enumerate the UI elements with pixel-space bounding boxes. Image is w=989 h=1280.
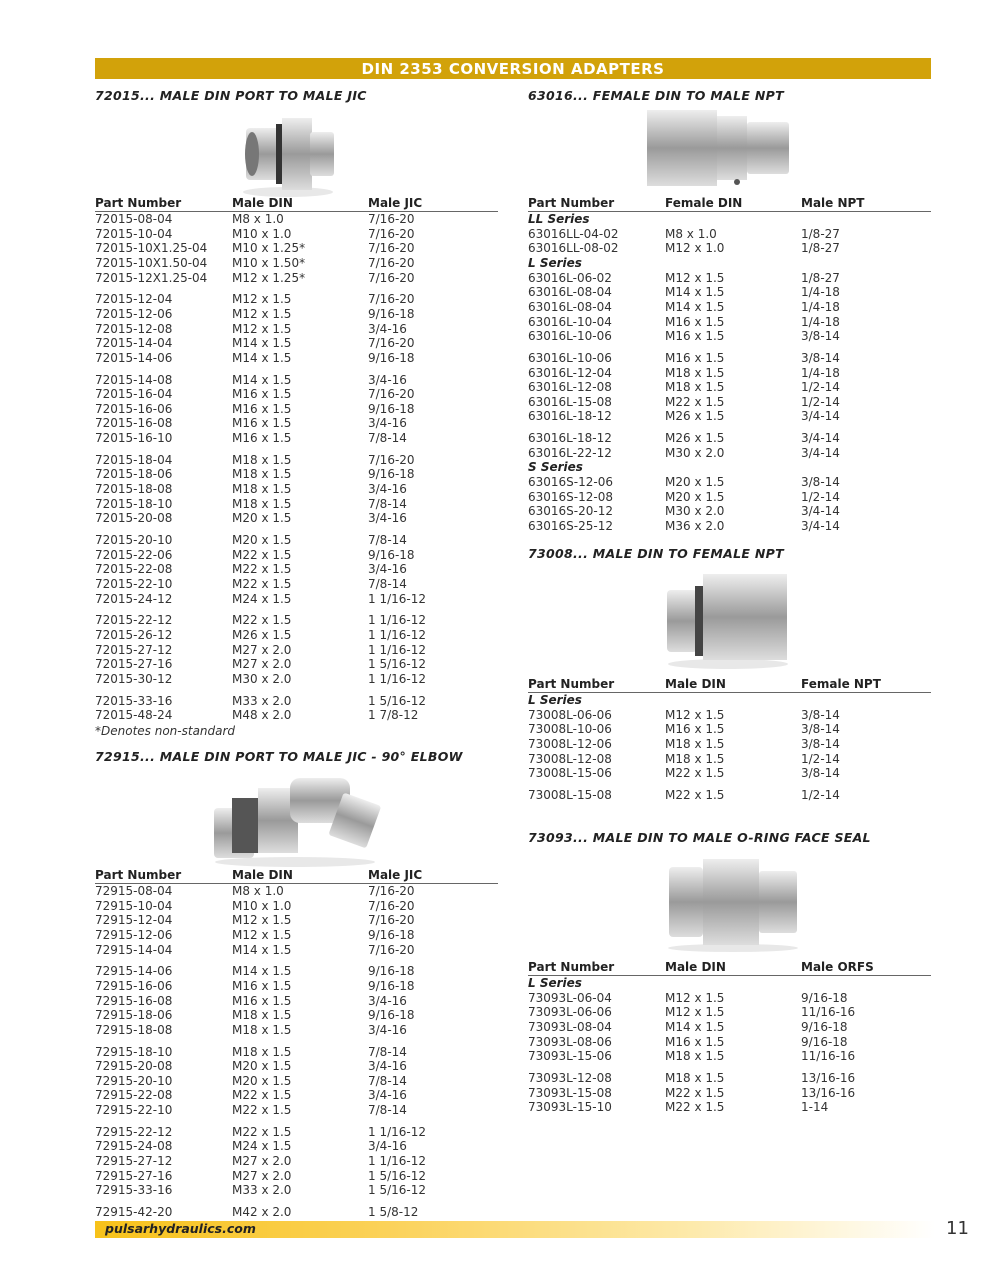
din-size: M20 x 1.5 — [232, 1059, 292, 1074]
part-number: 63016L-18-12 — [528, 431, 612, 446]
din-size: M22 x 1.5 — [232, 1088, 292, 1103]
thread-size: 9/16-18 — [801, 1034, 848, 1049]
column-header: Part Number — [528, 677, 615, 691]
din-size: M24 x 1.5 — [232, 591, 292, 606]
din-size: M20 x 1.5 — [665, 489, 725, 504]
thread-size: 7/8-14 — [368, 1044, 407, 1059]
din-size: M14 x 1.5 — [232, 350, 292, 365]
din-size: M16 x 1.5 — [232, 387, 292, 402]
din-size: M14 x 1.5 — [665, 285, 725, 300]
din-size: M18 x 1.5 — [665, 751, 725, 766]
part-number: 72015-30-12 — [95, 671, 173, 686]
thread-size: 1 1/16-12 — [368, 627, 426, 642]
thread-size: 13/16-16 — [801, 1070, 856, 1085]
din-size: M18 x 1.5 — [665, 736, 725, 751]
din-size: M12 x 1.0 — [665, 241, 725, 256]
part-number: 72015-14-06 — [95, 350, 173, 365]
din-size: M42 x 2.0 — [232, 1205, 292, 1219]
part-number: 72015-22-06 — [95, 547, 173, 562]
thread-size: 1 5/16-12 — [368, 693, 426, 708]
thread-size: 7/16-20 — [368, 292, 415, 307]
part-number: 72015-22-08 — [95, 562, 173, 577]
thread-size: 1-14 — [801, 1100, 829, 1115]
part-number: 72915-12-04 — [95, 913, 173, 928]
din-size: M16 x 1.5 — [665, 314, 725, 329]
thread-size: 9/16-18 — [368, 306, 415, 321]
thread-size: 1/2-14 — [801, 380, 840, 395]
part-number: 72015-16-04 — [95, 387, 173, 402]
thread-size: 1/2-14 — [801, 787, 840, 802]
part-number: 63016L-10-06 — [528, 350, 612, 365]
din-size: M12 x 1.5 — [232, 321, 292, 336]
din-size: M12 x 1.5 — [232, 292, 292, 307]
din-size: M30 x 2.0 — [665, 445, 725, 460]
thread-size: 3/4-16 — [368, 1022, 407, 1037]
thread-size: 3/4-16 — [368, 511, 407, 526]
thread-size: 1 5/16-12 — [368, 1168, 426, 1183]
din-size: M26 x 1.5 — [665, 431, 725, 446]
part-number: 72915-08-04 — [95, 884, 173, 898]
part-number: 73008L-12-06 — [528, 736, 612, 751]
part-number: 72915-42-20 — [95, 1205, 173, 1219]
column-header: Part Number — [95, 196, 182, 210]
din-size: M12 x 1.5 — [665, 707, 725, 722]
din-size: M14 x 1.5 — [665, 299, 725, 314]
din-size: M12 x 1.5 — [232, 927, 292, 942]
part-number: 73008L-15-08 — [528, 787, 612, 802]
thread-size: 1 1/16-12 — [368, 591, 426, 606]
din-size: M16 x 1.5 — [665, 329, 725, 344]
part-number: 72915-24-08 — [95, 1139, 173, 1154]
part-number: 72015-27-12 — [95, 642, 173, 657]
part-number: 72015-26-12 — [95, 627, 173, 642]
din-size: M33 x 2.0 — [232, 1183, 292, 1198]
din-size: M8 x 1.0 — [665, 226, 717, 241]
din-size: M20 x 1.5 — [232, 1073, 292, 1088]
part-number: 72915-33-16 — [95, 1183, 173, 1198]
thread-size: 7/16-20 — [368, 884, 415, 898]
thread-size: 3/4-14 — [801, 431, 840, 446]
thread-size: 3/8-14 — [801, 736, 840, 751]
din-size: M18 x 1.5 — [232, 1008, 292, 1023]
din-size: M18 x 1.5 — [232, 452, 292, 467]
part-number: 72015-18-04 — [95, 452, 173, 467]
footer-bar — [95, 1221, 935, 1238]
part-number: 72015-22-12 — [95, 613, 173, 628]
part-number: 72015-18-10 — [95, 496, 173, 511]
part-number: 73093L-06-06 — [528, 1005, 612, 1020]
column-header: Male ORFS — [801, 960, 874, 974]
part-number: 73093L-15-06 — [528, 1049, 612, 1064]
part-number: 72015-14-08 — [95, 372, 173, 387]
thread-size: 1 1/16-12 — [368, 671, 426, 686]
din-size: M12 x 1.5 — [665, 270, 725, 285]
din-size: M27 x 2.0 — [232, 657, 292, 672]
din-size: M27 x 2.0 — [232, 1154, 292, 1169]
din-size: M18 x 1.5 — [232, 467, 292, 482]
part-number: 63016S-20-12 — [528, 504, 613, 519]
thread-size: 7/8-14 — [368, 533, 407, 547]
thread-size: 1/8-27 — [801, 226, 840, 241]
din-size: M8 x 1.0 — [232, 884, 284, 898]
thread-size: 7/8-14 — [368, 431, 407, 446]
thread-size: 7/16-20 — [368, 212, 415, 226]
din-size: M22 x 1.5 — [232, 1103, 292, 1118]
thread-size: 9/16-18 — [368, 547, 415, 562]
section-title: 72915... MALE DIN PORT TO MALE JIC - 90° ELBOW — [95, 749, 463, 764]
column-header: Part Number — [528, 196, 615, 210]
thread-size: 3/4-14 — [801, 445, 840, 460]
part-number: 72915-22-12 — [95, 1124, 173, 1139]
part-number: 73093L-15-08 — [528, 1085, 612, 1100]
thread-size: 9/16-18 — [801, 990, 848, 1005]
thread-size: 1 1/16-12 — [368, 642, 426, 657]
series-label: S Series — [528, 460, 583, 475]
thread-size: 9/16-18 — [368, 350, 415, 365]
din-size: M14 x 1.5 — [665, 1019, 725, 1034]
din-size: M22 x 1.5 — [665, 766, 725, 781]
part-number: 72015-16-10 — [95, 431, 173, 446]
din-size: M12 x 1.5 — [232, 913, 292, 928]
column-header: Male DIN — [232, 196, 293, 210]
din-size: M14 x 1.5 — [232, 336, 292, 351]
column-header: Female DIN — [665, 196, 743, 210]
part-number: 72915-18-06 — [95, 1008, 173, 1023]
thread-size: 9/16-18 — [368, 927, 415, 942]
fitting-image-72915 — [200, 768, 390, 868]
column-header: Male DIN — [232, 868, 293, 882]
thread-size: 3/4-16 — [368, 993, 407, 1008]
part-number: 72015-48-24 — [95, 708, 173, 723]
din-size: M12 x 1.5 — [665, 1005, 725, 1020]
din-size: M24 x 1.5 — [232, 1139, 292, 1154]
thread-size: 1 5/16-12 — [368, 1183, 426, 1198]
din-size: M30 x 2.0 — [665, 504, 725, 519]
thread-size: 7/16-20 — [368, 336, 415, 351]
din-size: M22 x 1.5 — [665, 1085, 725, 1100]
page-number: 11 — [946, 1218, 969, 1239]
header-rule — [528, 692, 931, 693]
series-label: L Series — [528, 255, 582, 270]
part-number: 72915-16-06 — [95, 978, 173, 993]
thread-size: 7/16-20 — [368, 270, 415, 285]
part-number: 72915-27-16 — [95, 1168, 173, 1183]
banner-title: DIN 2353 CONVERSION ADAPTERS — [361, 60, 665, 78]
part-number: 63016S-12-06 — [528, 475, 613, 490]
thread-size: 7/8-14 — [368, 496, 407, 511]
part-number: 72915-16-08 — [95, 993, 173, 1008]
din-size: M16 x 1.5 — [232, 993, 292, 1008]
part-number: 72915-22-10 — [95, 1103, 173, 1118]
part-number: 63016L-10-06 — [528, 329, 612, 344]
fitting-image-73008 — [663, 570, 793, 670]
column-header: Part Number — [528, 960, 615, 974]
din-size: M22 x 1.5 — [665, 787, 725, 802]
part-number: 73093L-15-10 — [528, 1100, 612, 1115]
thread-size: 3/8-14 — [801, 350, 840, 365]
column-header: Female NPT — [801, 677, 881, 691]
thread-size: 3/8-14 — [801, 475, 840, 490]
thread-size: 9/16-18 — [801, 1019, 848, 1034]
part-number: 72015-12-04 — [95, 292, 173, 307]
din-size: M26 x 1.5 — [665, 409, 725, 424]
website-link[interactable]: pulsarhydraulics.com — [105, 1221, 256, 1236]
din-size: M22 x 1.5 — [665, 1100, 725, 1115]
thread-size: 1/4-18 — [801, 285, 840, 300]
din-size: M8 x 1.0 — [232, 212, 284, 226]
din-size: M22 x 1.5 — [232, 547, 292, 562]
part-number: 72915-18-08 — [95, 1022, 173, 1037]
thread-size: 7/16-20 — [368, 255, 415, 270]
part-number: 72015-10-04 — [95, 226, 173, 241]
din-size: M16 x 1.5 — [232, 416, 292, 431]
din-size: M33 x 2.0 — [232, 693, 292, 708]
part-number: 63016L-12-04 — [528, 365, 612, 380]
part-number: 72015-20-10 — [95, 533, 173, 547]
part-number: 63016L-22-12 — [528, 445, 612, 460]
thread-size: 7/16-20 — [368, 452, 415, 467]
din-size: M16 x 1.5 — [232, 978, 292, 993]
din-size: M12 x 1.5 — [665, 990, 725, 1005]
part-number: 63016L-12-08 — [528, 380, 612, 395]
part-number: 63016L-06-02 — [528, 270, 612, 285]
din-size: M20 x 1.5 — [232, 533, 292, 547]
din-size: M14 x 1.5 — [232, 372, 292, 387]
section-title: 63016... FEMALE DIN TO MALE NPT — [528, 88, 784, 103]
din-size: M18 x 1.5 — [665, 380, 725, 395]
din-size: M30 x 2.0 — [232, 671, 292, 686]
din-size: M18 x 1.5 — [232, 1022, 292, 1037]
part-number: 72915-20-10 — [95, 1073, 173, 1088]
thread-size: 1/2-14 — [801, 489, 840, 504]
part-number: 72915-14-04 — [95, 942, 173, 957]
thread-size: 3/4-16 — [368, 482, 407, 497]
part-number: 72015-20-08 — [95, 511, 173, 526]
thread-size: 3/4-14 — [801, 409, 840, 424]
thread-size: 9/16-18 — [368, 1008, 415, 1023]
din-size: M10 x 1.50* — [232, 255, 306, 270]
thread-size: 7/8-14 — [368, 1103, 407, 1118]
series-label: L Series — [528, 693, 582, 707]
part-number: 63016L-08-04 — [528, 285, 612, 300]
column-header: Part Number — [95, 868, 182, 882]
thread-size: 1 1/16-12 — [368, 1124, 426, 1139]
din-size: M18 x 1.5 — [665, 365, 725, 380]
series-label: L Series — [528, 976, 582, 990]
part-number: 72015-12-08 — [95, 321, 173, 336]
section-title: 72015... MALE DIN PORT TO MALE JIC — [95, 88, 367, 103]
column-header: Male JIC — [368, 196, 423, 210]
part-number: 72015-12X1.25-04 — [95, 270, 208, 285]
part-number: 72015-16-08 — [95, 416, 173, 431]
thread-size: 7/16-20 — [368, 226, 415, 241]
din-size: M10 x 1.0 — [232, 226, 292, 241]
thread-size: 1 1/16-12 — [368, 1154, 426, 1169]
part-number: 63016S-25-12 — [528, 519, 613, 533]
thread-size: 1/2-14 — [801, 751, 840, 766]
part-number: 72015-08-04 — [95, 212, 173, 226]
din-size: M26 x 1.5 — [232, 627, 292, 642]
part-number: 72015-12-06 — [95, 306, 173, 321]
thread-size: 1 5/16-12 — [368, 657, 426, 672]
din-size: M22 x 1.5 — [232, 613, 292, 628]
series-label: LL Series — [528, 212, 590, 226]
part-number: 72915-18-10 — [95, 1044, 173, 1059]
column-header: Male DIN — [665, 960, 726, 974]
din-size: M22 x 1.5 — [232, 1124, 292, 1139]
din-size: M36 x 2.0 — [665, 519, 725, 533]
part-number: 63016L-15-08 — [528, 394, 612, 409]
thread-size: 7/16-20 — [368, 913, 415, 928]
din-size: M18 x 1.5 — [232, 482, 292, 497]
thread-size: 7/8-14 — [368, 576, 407, 591]
din-size: M20 x 1.5 — [665, 475, 725, 490]
part-number: 73093L-06-04 — [528, 990, 612, 1005]
thread-size: 3/8-14 — [801, 766, 840, 781]
part-number: 63016LL-04-02 — [528, 226, 619, 241]
din-size: M27 x 2.0 — [232, 1168, 292, 1183]
column-header: Male JIC — [368, 868, 423, 882]
part-number: 73008L-10-06 — [528, 722, 612, 737]
thread-size: 1 5/8-12 — [368, 1205, 419, 1219]
thread-size: 1 1/16-12 — [368, 613, 426, 628]
thread-size: 1/8-27 — [801, 241, 840, 256]
din-size: M14 x 1.5 — [232, 942, 292, 957]
thread-size: 13/16-16 — [801, 1085, 856, 1100]
thread-size: 1 7/8-12 — [368, 708, 419, 723]
din-size: M16 x 1.5 — [665, 350, 725, 365]
din-size: M14 x 1.5 — [232, 964, 292, 979]
thread-size: 3/8-14 — [801, 707, 840, 722]
thread-size: 9/16-18 — [368, 401, 415, 416]
thread-size: 1/8-27 — [801, 270, 840, 285]
part-number: 72915-22-08 — [95, 1088, 173, 1103]
part-number: 73093L-08-04 — [528, 1019, 612, 1034]
thread-size: 3/8-14 — [801, 329, 840, 344]
part-number: 72015-18-08 — [95, 482, 173, 497]
thread-size: 7/16-20 — [368, 942, 415, 957]
din-size: M12 x 1.25* — [232, 270, 306, 285]
part-number: 72015-18-06 — [95, 467, 173, 482]
part-number: 63016L-10-04 — [528, 314, 612, 329]
part-number: 72915-20-08 — [95, 1059, 173, 1074]
footnote: *Denotes non-standard — [95, 723, 236, 738]
din-size: M10 x 1.0 — [232, 898, 292, 913]
din-size: M48 x 2.0 — [232, 708, 292, 723]
thread-size: 9/16-18 — [368, 978, 415, 993]
column-header: Male NPT — [801, 196, 865, 210]
part-number: 63016L-18-12 — [528, 409, 612, 424]
part-number: 72015-14-04 — [95, 336, 173, 351]
thread-size: 1/4-18 — [801, 299, 840, 314]
fitting-image-73093 — [663, 853, 803, 953]
din-size: M12 x 1.5 — [232, 306, 292, 321]
column-header: Male DIN — [665, 677, 726, 691]
thread-size: 7/16-20 — [368, 241, 415, 256]
din-size: M18 x 1.5 — [232, 1044, 292, 1059]
part-number: 73008L-12-08 — [528, 751, 612, 766]
part-number: 72015-10X1.50-04 — [95, 255, 208, 270]
thread-size: 3/4-14 — [801, 504, 840, 519]
thread-size: 1/4-18 — [801, 365, 840, 380]
thread-size: 11/16-16 — [801, 1049, 856, 1064]
thread-size: 9/16-18 — [368, 467, 415, 482]
section-title: 73008... MALE DIN TO FEMALE NPT — [528, 546, 784, 561]
part-number: 72915-10-04 — [95, 898, 173, 913]
thread-size: 1/2-14 — [801, 394, 840, 409]
din-size: M22 x 1.5 — [232, 576, 292, 591]
thread-size: 7/8-14 — [368, 1073, 407, 1088]
header-rule — [528, 975, 931, 976]
part-number: 73008L-15-06 — [528, 766, 612, 781]
din-size: M16 x 1.5 — [665, 1034, 725, 1049]
thread-size: 3/8-14 — [801, 722, 840, 737]
part-number: 72015-16-06 — [95, 401, 173, 416]
din-size: M16 x 1.5 — [665, 722, 725, 737]
thread-size: 3/4-16 — [368, 416, 407, 431]
part-number: 72015-22-10 — [95, 576, 173, 591]
fitting-image-63016 — [643, 104, 793, 192]
thread-size: 3/4-16 — [368, 321, 407, 336]
part-number: 63016S-12-08 — [528, 489, 613, 504]
thread-size: 3/4-16 — [368, 372, 407, 387]
thread-size: 3/4-16 — [368, 1059, 407, 1074]
section-banner — [95, 58, 931, 79]
thread-size: 3/4-16 — [368, 1139, 407, 1154]
part-number: 72915-12-06 — [95, 927, 173, 942]
part-number: 72915-14-06 — [95, 964, 173, 979]
thread-size: 7/16-20 — [368, 387, 415, 402]
part-number: 73093L-12-08 — [528, 1070, 612, 1085]
section-title: 73093... MALE DIN TO MALE O-RING FACE SEAL — [528, 830, 871, 845]
din-size: M22 x 1.5 — [665, 394, 725, 409]
part-number: 72015-33-16 — [95, 693, 173, 708]
fitting-image-72015 — [238, 106, 338, 198]
din-size: M18 x 1.5 — [232, 496, 292, 511]
din-size: M16 x 1.5 — [232, 431, 292, 446]
thread-size: 3/4-16 — [368, 1088, 407, 1103]
din-size: M10 x 1.25* — [232, 241, 306, 256]
part-number: 72015-27-16 — [95, 657, 173, 672]
thread-size: 11/16-16 — [801, 1005, 856, 1020]
part-number: 73093L-08-06 — [528, 1034, 612, 1049]
din-size: M22 x 1.5 — [232, 562, 292, 577]
thread-size: 7/16-20 — [368, 898, 415, 913]
din-size: M18 x 1.5 — [665, 1049, 725, 1064]
part-number: 63016LL-08-02 — [528, 241, 619, 256]
thread-size: 3/4-16 — [368, 562, 407, 577]
part-number: 73008L-06-06 — [528, 707, 612, 722]
din-size: M18 x 1.5 — [665, 1070, 725, 1085]
part-number: 63016L-08-04 — [528, 299, 612, 314]
part-number: 72015-10X1.25-04 — [95, 241, 208, 256]
thread-size: 9/16-18 — [368, 964, 415, 979]
thread-size: 3/4-14 — [801, 519, 840, 533]
thread-size: 1/4-18 — [801, 314, 840, 329]
din-size: M27 x 2.0 — [232, 642, 292, 657]
din-size: M20 x 1.5 — [232, 511, 292, 526]
din-size: M16 x 1.5 — [232, 401, 292, 416]
part-number: 72915-27-12 — [95, 1154, 173, 1169]
part-number: 72015-24-12 — [95, 591, 173, 606]
